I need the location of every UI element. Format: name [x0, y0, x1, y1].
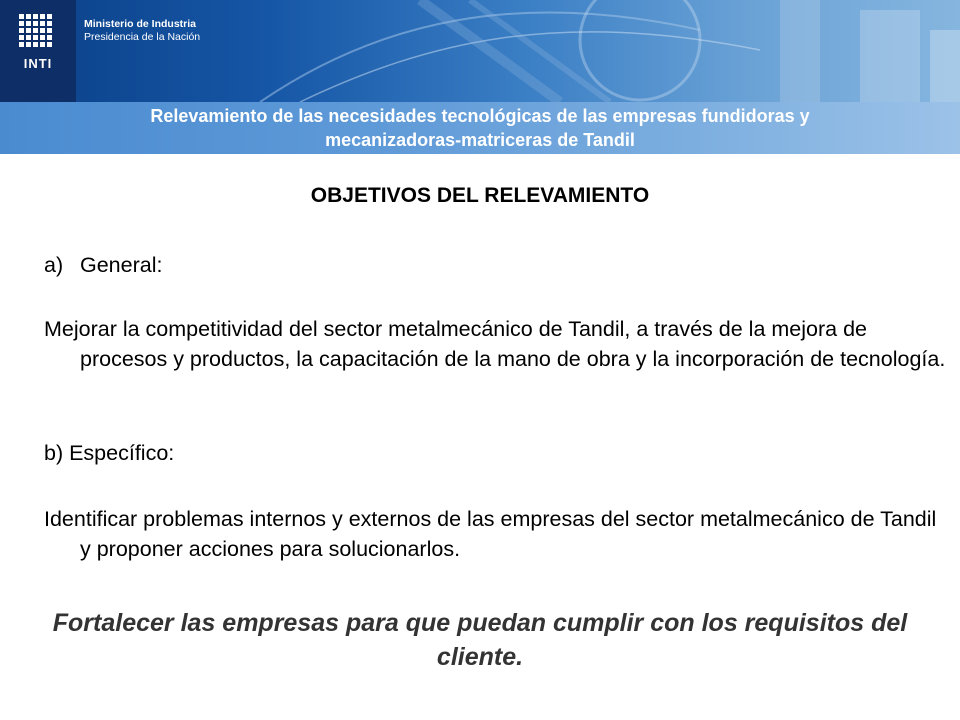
banner-decoration	[0, 0, 960, 102]
presidency-name: Presidencia de la Nación	[84, 31, 201, 43]
specific-label: b) Específico:	[44, 441, 175, 465]
title-line-1: Relevamiento de las necesidades tecnológicas de las empresas fundidoras y	[150, 106, 810, 126]
section-heading: OBJETIVOS DEL RELEVAMIENTO	[310, 184, 650, 207]
general-letter: a)	[44, 253, 64, 277]
general-label	[44, 250, 914, 280]
inti-grid-icon	[17, 12, 57, 52]
general-label-text: General:	[80, 253, 163, 277]
general-objective-text: Mejorar la competitividad del sector metalmecánico de Tandil, a través de la mejora de procesos y productos, la capacitación de la mano de obra y la incorporación de tecnología.	[44, 317, 946, 371]
header-banner	[0, 0, 960, 102]
ministry-name: Ministerio de Industria	[84, 18, 197, 30]
ministry-label	[84, 18, 200, 44]
closing-statement: Fortalecer las empresas para que puedan cumplir con los requisitos del cliente.	[52, 609, 908, 671]
slide-title	[0, 102, 960, 154]
inti-logo	[0, 0, 76, 102]
logo-text: INTI	[23, 56, 53, 71]
specific-objective-text: Identificar problemas internos y externos de las empresas del sector metalmecánico de Tandil y proponer acciones para solucionarlos.	[44, 507, 937, 561]
title-line-2: mecanizadoras-matriceras de Tandil	[325, 130, 635, 150]
